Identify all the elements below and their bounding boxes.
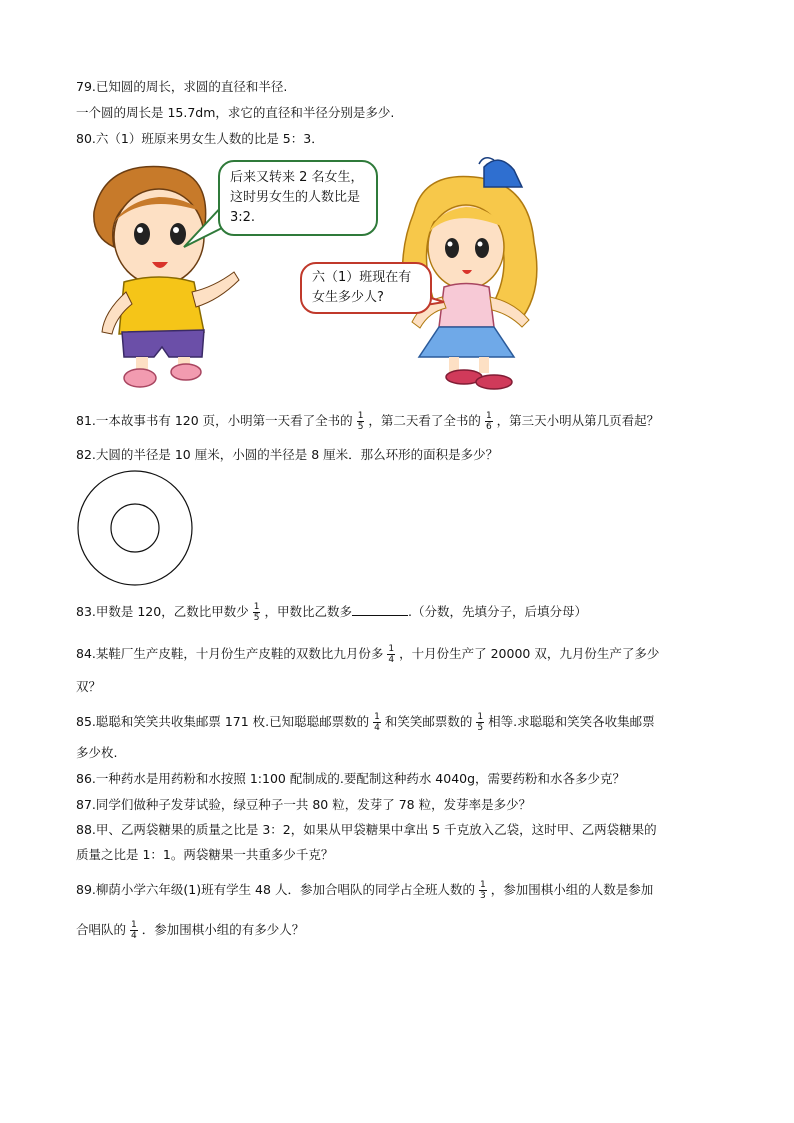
q81-part3: ，第三天小明从第几页看起？ [496, 413, 660, 428]
q81-fraction-2: $\frac{1}{6}$ [485, 411, 492, 432]
q84-line2: 双？ [76, 679, 102, 694]
q81 [76, 411, 659, 432]
q81-part2: ，第二天看了全书的 [368, 413, 481, 428]
q84-part1: 84.某鞋厂生产皮鞋，十月份生产皮鞋的双数比九月份多 [76, 646, 384, 661]
q84-line1 [76, 644, 659, 665]
q89-fraction-1: $\frac{1}{3}$ [479, 880, 486, 901]
q89-part2: ，参加围棋小组的人数是参加 [490, 882, 654, 897]
q85-part1: 85.聪聪和笑笑共收集邮票 171 枚.已知聪聪邮票数的 [76, 714, 370, 729]
q84-part2: ，十月份生产了 20000 双，九月份生产了多少 [399, 646, 660, 661]
q83 [76, 602, 587, 623]
q85-part2: 和笑笑邮票数的 [384, 714, 473, 729]
q83-part3: .（分数，先填分子，后填分母） [407, 604, 587, 619]
q88-line2: 质量之比是 1：1。两袋糖果一共重多少千克？ [76, 847, 334, 862]
q89-line1 [76, 880, 653, 901]
q81-fraction-1: $\frac{1}{5}$ [357, 411, 364, 432]
q89-line2 [76, 920, 304, 941]
boy-speech-bubble: 后来又转来 2 名女生，这时男女生的人数比是 3:2. [218, 160, 378, 236]
q85-line1 [76, 712, 655, 733]
q89-fraction-2: $\frac{1}{4}$ [131, 920, 137, 941]
annulus-figure [76, 470, 196, 590]
q85-part3: 相等.求聪聪和笑笑各收集邮票 [488, 714, 655, 729]
q81-part1: 81.一本故事书有 120 页，小明第一天看了全书的 [76, 413, 353, 428]
girl-speech-bubble: 六（1）班现在有女生多少人? [300, 262, 432, 314]
q89-part1: 89.柳荫小学六年级(1)班有学生 48 人．参加合唱队的同学占全班人数的 [76, 882, 475, 897]
q83-part1: 83.甲数是 120，乙数比甲数少 [76, 604, 249, 619]
q85-line2: 多少枚. [76, 745, 118, 760]
q85-fraction-1: $\frac{1}{4}$ [374, 712, 380, 733]
q82-text: 82.大圆的半径是 10 厘米，小圆的半径是 8 厘米．那么环形的面积是多少？ [76, 447, 499, 462]
q83-answer-blank[interactable] [352, 603, 408, 616]
q86-text: 86.一种药水是用药粉和水按照 1:100 配制成的.要配制这种药水 4040g，需要药粉和水各多少克？ [76, 771, 626, 786]
q89-part3: 合唱队的 [76, 922, 127, 937]
q87-text: 87.同学们做种子发芽试验，绿豆种子一共 80 粒，发芽了 78 粒，发芽率是多少？ [76, 797, 532, 812]
q83-part2: ，甲数比乙数多 [264, 604, 352, 619]
q80-text: 80.六（1）班原来男女生人数的比是 5：3． [76, 131, 324, 146]
q84-fraction: $\frac{1}{4}$ [388, 644, 395, 665]
q88-line1: 88.甲、乙两袋糖果的质量之比是 3：2，如果从甲袋糖果中拿出 5 千克放入乙袋，这时甲、乙两袋糖果的 [76, 822, 657, 837]
q85-fraction-2: $\frac{1}{5}$ [477, 712, 484, 733]
q89-part4: ．参加围棋小组的有多少人？ [141, 922, 305, 937]
q83-fraction: $\frac{1}{5}$ [253, 602, 260, 623]
q79-text: 一个圆的周长是 15.7dm，求它的直径和半径分别是多少. [76, 105, 395, 120]
q79-title: 79.已知圆的周长，求圆的直径和半径. [76, 79, 288, 94]
